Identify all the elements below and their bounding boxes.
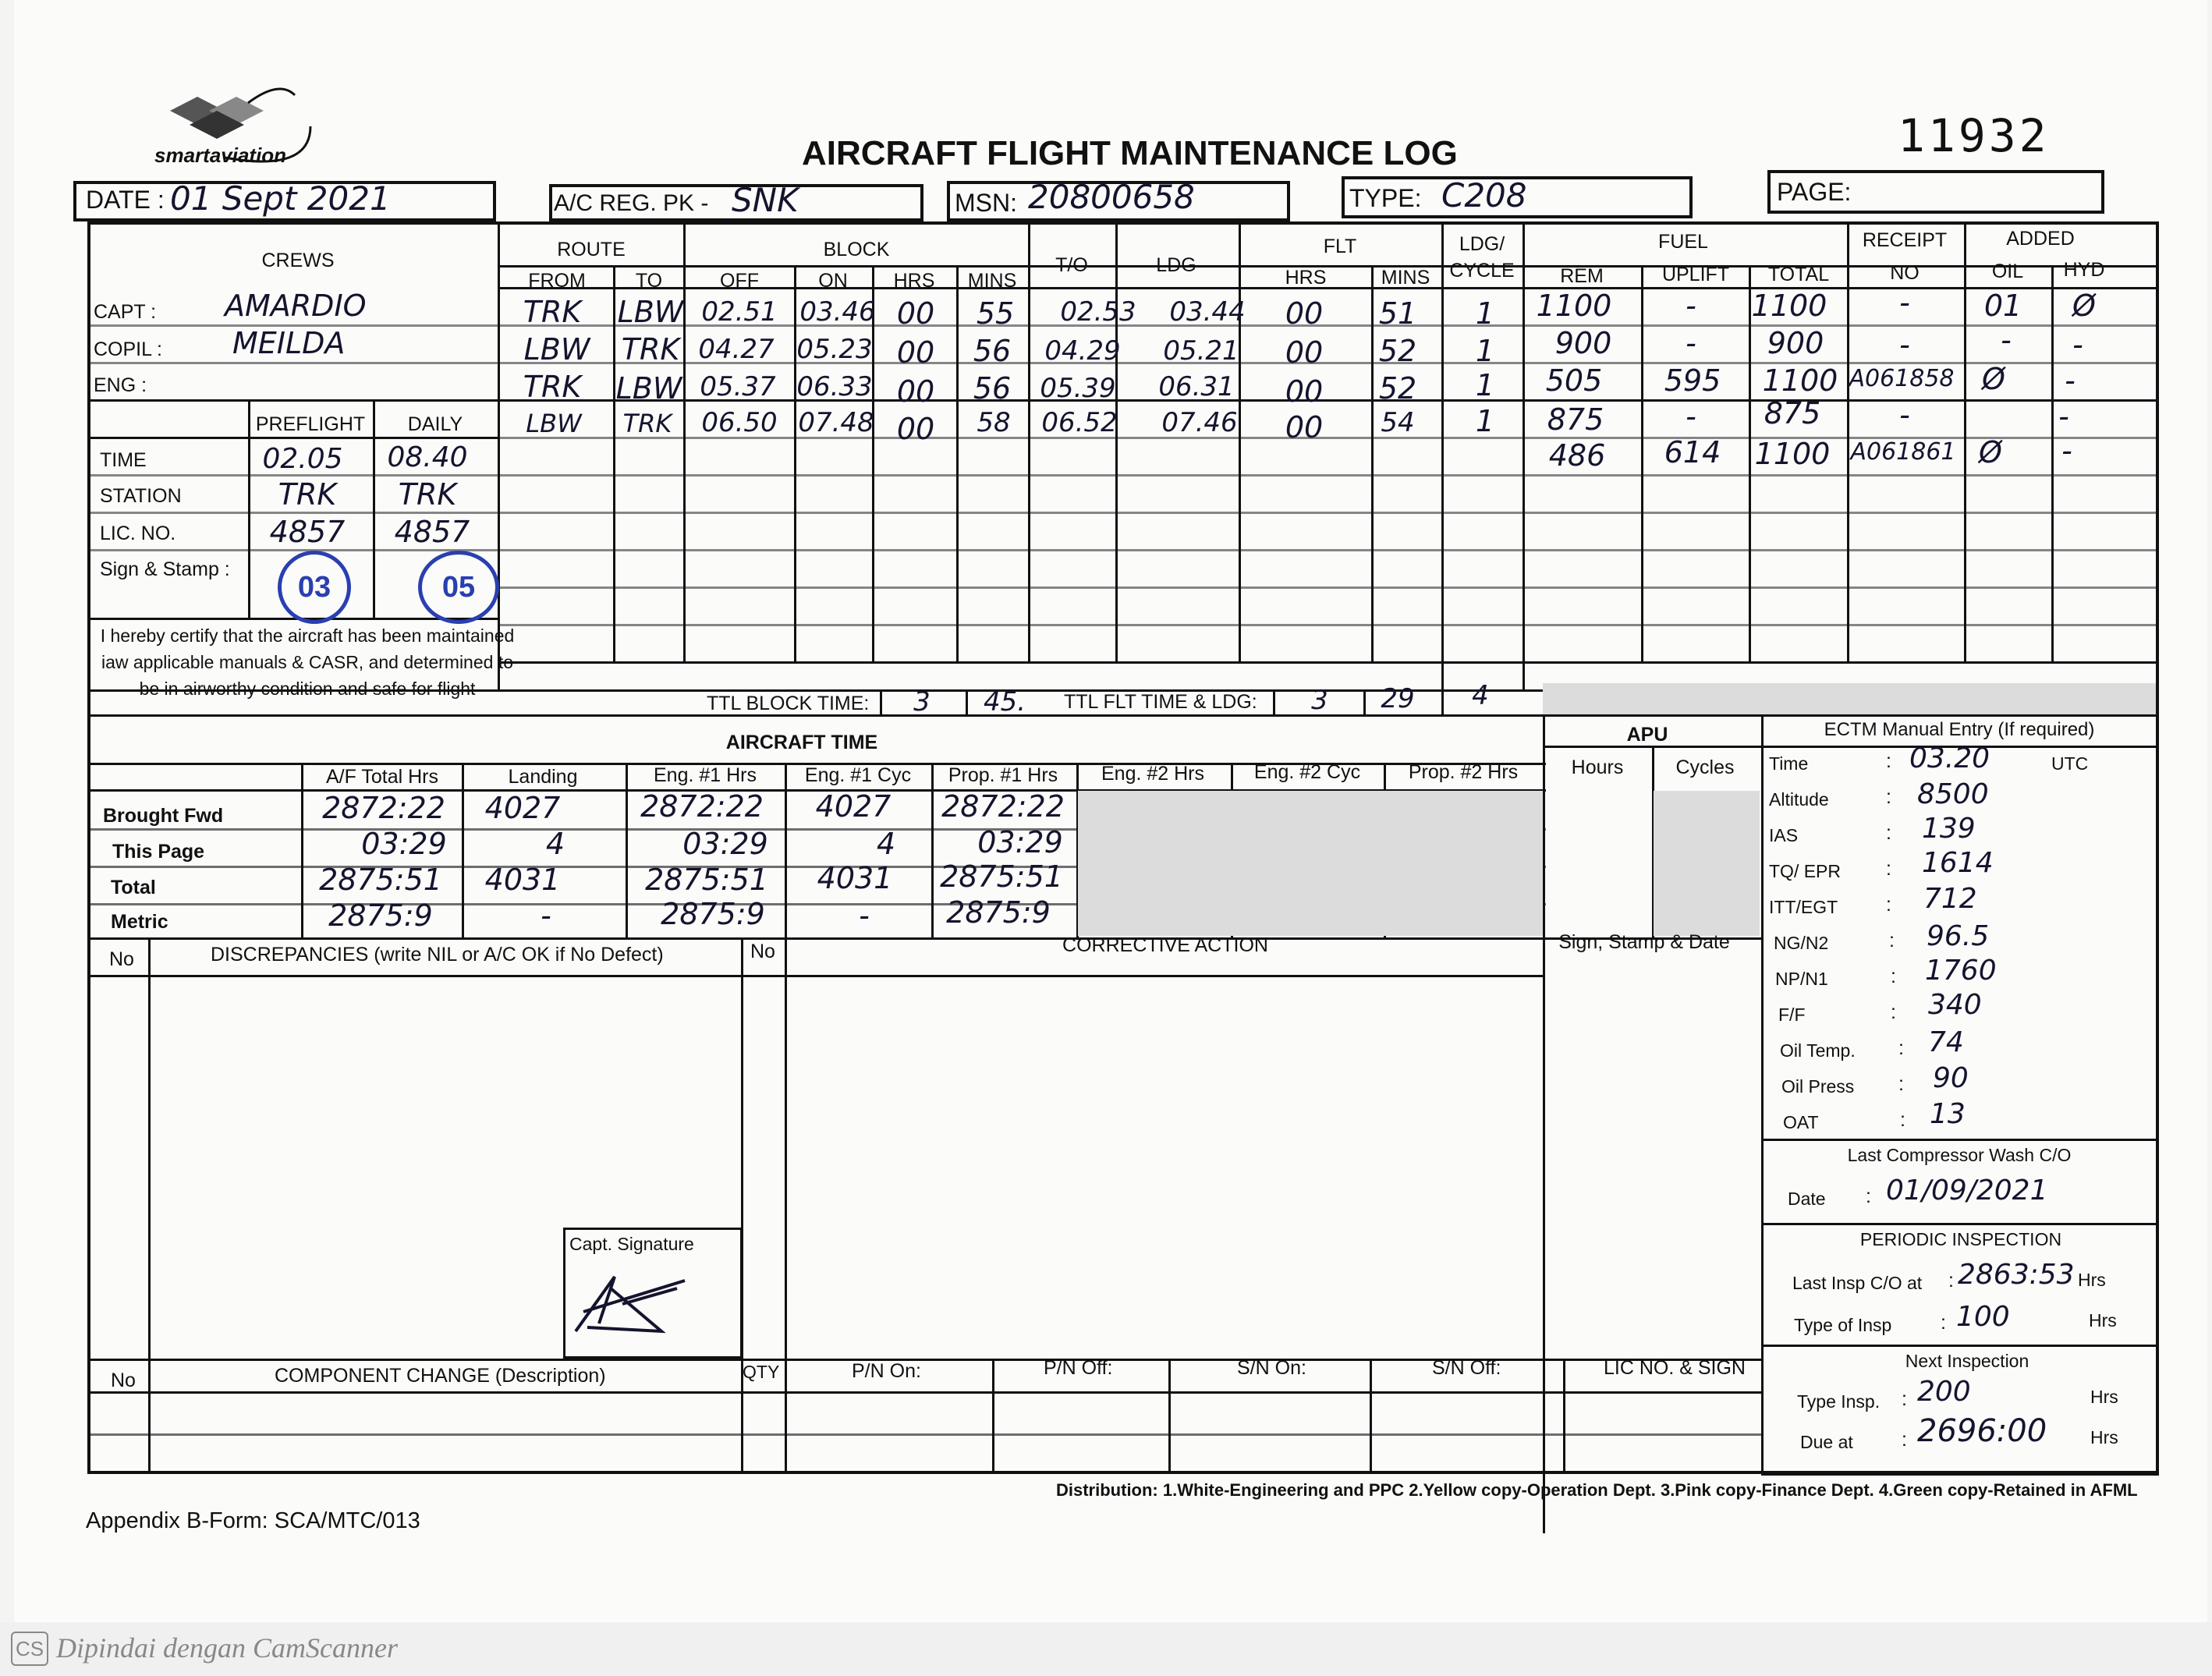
row2-to-time: 04.29	[1044, 335, 1121, 367]
signature-mark	[568, 1257, 693, 1343]
col-eng2-hrs: Eng. #2 Hrs	[1101, 763, 1205, 785]
to-col-header: TO	[635, 270, 663, 292]
fuel2-uplift: -	[1686, 326, 1696, 360]
row2-cycle: 1	[1475, 334, 1495, 368]
off-header: OFF	[720, 270, 759, 292]
rem-header: REM	[1560, 265, 1604, 287]
next-type-unit: Hrs	[2090, 1387, 2118, 1407]
lic-label: LIC. NO.	[100, 523, 176, 544]
wash-date: 01/09/2021	[1886, 1175, 2048, 1207]
ectm-label: ITT/EGT	[1769, 897, 1838, 917]
preflight-stamp	[278, 551, 351, 624]
eng1-hrs-cell: 2875:51	[645, 863, 768, 897]
sn-off-header: S/N Off:	[1432, 1357, 1501, 1379]
fuel5-hyd: -	[2061, 434, 2072, 468]
due-unit: Hrs	[2090, 1427, 2118, 1447]
col-eng1-hrs: Eng. #1 Hrs	[653, 764, 757, 786]
reg-value: SNK	[732, 181, 799, 219]
type-insp-unit: Hrs	[2089, 1310, 2117, 1331]
row2-mins: 56	[973, 334, 1012, 368]
ectm-value: 96.5	[1927, 920, 1990, 952]
ectm-value: 1760	[1925, 955, 1997, 987]
colon: :	[1898, 1037, 1904, 1059]
row2-hrs: 00	[896, 335, 935, 370]
prop1-hrs-cell: 2872:22	[941, 789, 1065, 824]
ectm-label: Oil Press	[1781, 1076, 1855, 1097]
preflight-stamp-number: 03	[297, 571, 331, 604]
ectm-value: 13	[1930, 1098, 1966, 1130]
ectm-unit: UTC	[2051, 753, 2089, 774]
eng1-cyc-cell: -	[859, 898, 870, 933]
ectm-value: 8500	[1917, 778, 1989, 810]
station-label: STATION	[100, 485, 182, 507]
row4-ldg: 07.46	[1161, 407, 1238, 438]
msn-value: 20800658	[1028, 178, 1195, 216]
flt-header: FLT	[1323, 236, 1357, 257]
row1-from: TRK	[523, 295, 582, 329]
row1-ldg: 03.44	[1169, 296, 1246, 328]
row3-off: 05.37	[700, 371, 776, 402]
row3-on: 06.33	[796, 371, 873, 402]
fuel5-total: 1100	[1754, 437, 1831, 471]
pn-off-header: P/N Off:	[1044, 1357, 1113, 1379]
row1-hrs: 00	[896, 296, 935, 331]
fuel1-uplift: -	[1686, 289, 1696, 323]
row2-from: LBW	[523, 332, 590, 367]
form-title: AIRCRAFT FLIGHT MAINTENANCE LOG	[802, 134, 1458, 172]
apu-title: APU	[1626, 724, 1668, 746]
row3-to-time: 05.39	[1040, 373, 1116, 404]
colon: :	[1948, 1270, 1954, 1292]
col-prop2-hrs: Prop. #2 Hrs	[1408, 761, 1519, 783]
landing-cell: 4031	[484, 863, 561, 897]
oil-header: OIL	[1991, 260, 2024, 282]
receipt-no-header: NO	[1890, 262, 1920, 284]
eng1-cyc-cell: 4	[876, 827, 896, 861]
fuel2-total: 900	[1767, 326, 1824, 360]
apu-cycles: Cycles	[1675, 757, 1735, 778]
capt-signature-label: Capt. Signature	[569, 1234, 694, 1254]
pn-on-header: P/N On:	[852, 1360, 921, 1382]
lic-sign-header: LIC NO. & SIGN	[1604, 1357, 1746, 1379]
ectm-value: 03.20	[1909, 742, 1990, 774]
row2-off: 04.27	[698, 334, 775, 365]
ttl-flt-label: TTL FLT TIME & LDG:	[1064, 691, 1257, 713]
row2-ldg: 05.21	[1163, 335, 1239, 367]
fuel5-oil: Ø	[1979, 435, 2002, 469]
row2-to: TRK	[621, 332, 680, 367]
row4-from: LBW	[526, 409, 582, 438]
due-label: Due at	[1800, 1432, 1853, 1452]
fuel4-total: 875	[1764, 396, 1821, 431]
ttl-flt-mins: 29	[1381, 683, 1415, 714]
comp-title: COMPONENT CHANGE (Description)	[275, 1365, 606, 1387]
fuel3-hyd: -	[2065, 363, 2076, 398]
ectm-label: F/F	[1778, 1005, 1806, 1025]
row3-hrs: 00	[896, 374, 935, 409]
copil-value: MEILDA	[232, 326, 346, 360]
date-label: DATE :	[86, 186, 165, 214]
distribution-text: Distribution: 1.White-Engineering and PPC 2.Yellow copy-Operation Dept. 3.Pink copy-Finance Dept. 4.Green copy-Retained in AFML	[1056, 1480, 2138, 1500]
ttl-block-mins: 45.	[983, 686, 1026, 718]
form-number: Appendix B-Form: SCA/MTC/013	[86, 1508, 420, 1533]
uplift-header: UPLIFT	[1661, 264, 1730, 285]
apu-cycles-shade	[1654, 791, 1760, 936]
route-header: ROUTE	[557, 239, 626, 260]
eng1-hrs-cell: 2872:22	[640, 789, 764, 824]
colon: :	[1891, 966, 1896, 987]
ttl-block-label: TTL BLOCK TIME:	[707, 693, 870, 714]
daily-station: TRK	[398, 477, 457, 512]
block-header: BLOCK	[823, 239, 890, 260]
time-label: TIME	[100, 449, 147, 471]
row4-to-time: 06.52	[1041, 407, 1118, 438]
colon: :	[1886, 750, 1891, 772]
row1-to: LBW	[617, 295, 684, 329]
colon: :	[1886, 786, 1891, 808]
col-af-total: A/F Total Hrs	[325, 766, 439, 788]
row3-flt-mins: 52	[1378, 371, 1417, 406]
col-eng1-cyc: Eng. #1 Cyc	[804, 764, 912, 786]
row4-hrs: 00	[896, 412, 935, 446]
ectm-label: NP/N1	[1775, 969, 1828, 989]
daily-label: DAILY	[407, 413, 463, 435]
hyd-header: HYD	[2063, 259, 2105, 281]
eng2-shade	[1078, 791, 1543, 936]
total-header: TOTAL	[1767, 264, 1830, 285]
colon: :	[1941, 1312, 1946, 1334]
sn-on-header: S/N On:	[1237, 1357, 1306, 1379]
row4-flt-hrs: 00	[1285, 410, 1324, 445]
fuel1-receipt: -	[1899, 285, 1910, 320]
daily-stamp-number: 05	[441, 571, 476, 604]
fuel1-total: 1100	[1751, 289, 1827, 323]
colon: :	[1886, 858, 1891, 880]
row4-mins: 58	[977, 407, 1011, 438]
row4-flt-mins: 54	[1381, 407, 1415, 438]
eng1-cyc-cell: 4027	[815, 789, 892, 824]
last-insp-label: Last Insp C/O at	[1792, 1273, 1923, 1293]
to-header: T/O	[1055, 254, 1088, 276]
on-header: ON	[818, 270, 848, 292]
sign-stamp-label: Sign & Stamp :	[100, 558, 230, 580]
disc-no2-header: No	[750, 941, 775, 962]
reg-label: A/C REG. PK -	[554, 190, 709, 216]
from-header: FROM	[528, 270, 586, 292]
wash-title: Last Compressor Wash C/O	[1847, 1145, 2072, 1165]
daily-lic: 4857	[394, 515, 470, 549]
hrs-header: HRS	[893, 270, 935, 292]
msn-label: MSN:	[955, 189, 1017, 217]
row-label: Metric	[111, 911, 168, 933]
prop1-hrs-cell: 03:29	[977, 825, 1063, 859]
colon: :	[1898, 1073, 1904, 1095]
corrective-header: CORRECTIVE ACTION	[1062, 934, 1268, 956]
fuel5-rem: 486	[1548, 438, 1606, 473]
eng1-cyc-cell: 4031	[817, 861, 893, 895]
last-insp-value: 2863:53	[1958, 1259, 2075, 1291]
fuel2-rem: 900	[1554, 326, 1612, 360]
ectm-value: 1614	[1922, 847, 1994, 879]
ldg-cycle-header: LDG/ CYCLE	[1449, 233, 1515, 282]
row4-off: 06.50	[701, 407, 778, 438]
mins-header: MINS	[967, 270, 1017, 292]
row3-mins: 56	[973, 371, 1012, 406]
preflight-station: TRK	[278, 477, 337, 512]
preflight-lic: 4857	[269, 515, 346, 549]
row1-mins: 55	[976, 296, 1015, 331]
row3-from: TRK	[523, 370, 582, 404]
colon: :	[1886, 822, 1891, 844]
fuel2-receipt: -	[1899, 328, 1910, 362]
ectm-label: TQ/ EPR	[1769, 861, 1842, 881]
comp-no-header: No	[111, 1370, 136, 1391]
row3-ldg: 06.31	[1158, 371, 1235, 402]
col-prop1-hrs: Prop. #1 Hrs	[948, 764, 1058, 786]
type-value: C208	[1441, 176, 1527, 214]
ectm-value: 74	[1928, 1026, 1964, 1058]
flt-hrs-header: HRS	[1285, 267, 1327, 289]
colon: :	[1886, 894, 1891, 916]
row-label: This Page	[112, 841, 205, 863]
type-insp-value: 100	[1956, 1301, 2010, 1333]
disc-title: DISCREPANCIES (write NIL or A/C OK if No Defect)	[211, 944, 664, 966]
eng1-hrs-cell: 03:29	[682, 827, 768, 861]
colon: :	[1902, 1429, 1907, 1451]
next-type-label: Type Insp.	[1797, 1391, 1881, 1412]
colon: :	[1891, 1001, 1896, 1023]
qty-header: QTY	[743, 1362, 780, 1382]
row2-on: 05.23	[796, 334, 873, 365]
af-total-cell: 2872:22	[322, 791, 445, 825]
row-label: Total	[111, 877, 156, 898]
next-type-value: 200	[1917, 1376, 1971, 1408]
preflight-time: 02.05	[262, 443, 343, 475]
af-total-cell: 2875:9	[328, 898, 433, 933]
af-total-cell: 03:29	[361, 827, 447, 861]
ldg-header: LDG	[1156, 254, 1196, 276]
added-header: ADDED	[2006, 228, 2075, 250]
row4-to: TRK	[622, 409, 672, 438]
fuel2-oil: -	[2001, 323, 2012, 357]
copil-label: COPIL :	[94, 338, 162, 360]
form-sheet	[14, 0, 2207, 1622]
ectm-value: 712	[1923, 883, 1977, 915]
disc-no-header: No	[109, 948, 134, 970]
receipt-header: RECEIPT	[1862, 229, 1948, 251]
ectm-label: Oil Temp.	[1780, 1040, 1856, 1061]
row2-flt-mins: 52	[1378, 334, 1417, 368]
due-value: 2696:00	[1917, 1413, 2047, 1449]
periodic-title: PERIODIC INSPECTION	[1859, 1229, 2062, 1249]
colon: :	[1902, 1388, 1907, 1410]
colon: :	[1889, 930, 1895, 951]
sign-stamp-date-header: Sign, Stamp & Date	[1558, 931, 1730, 953]
ectm-label: NG/N2	[1774, 933, 1829, 953]
date-value: 01 Sept 2021	[170, 179, 391, 218]
wash-date-label: Date	[1788, 1189, 1826, 1209]
colon: :	[1866, 1185, 1871, 1207]
camscanner-logo-icon: CS	[11, 1632, 48, 1666]
row-label: Brought Fwd	[103, 805, 224, 827]
apu-hours: Hours	[1571, 757, 1624, 778]
fuel1-rem: 1100	[1536, 289, 1612, 323]
col-eng2-cyc: Eng. #2 Cyc	[1253, 761, 1361, 783]
certify-text: I hereby certify that the aircraft has been maintained iaw applicable manuals & CASR, and determined to be in airworthy condition and safe for flight	[100, 625, 515, 699]
ectm-label: Altitude	[1769, 789, 1829, 810]
row1-to-time: 02.53	[1060, 296, 1136, 328]
fuel1-hyd: Ø	[2072, 289, 2096, 323]
ectm-value: 139	[1922, 813, 1976, 845]
ttl-ldg: 4	[1472, 680, 1489, 711]
aircraft-time-title: AIRCRAFT TIME	[725, 732, 878, 753]
fuel4-hyd: -	[2058, 399, 2069, 434]
last-insp-unit: Hrs	[2078, 1270, 2106, 1290]
ttl-flt-hrs: 3	[1311, 685, 1328, 716]
type-insp-label: Type of Insp	[1794, 1315, 1892, 1335]
next-insp-title: Next Inspection	[1905, 1351, 2029, 1371]
fuel5-receipt: A061861	[1850, 438, 1956, 466]
serial-number: 11932	[1898, 109, 2050, 162]
colon: :	[1900, 1109, 1905, 1131]
capt-value: AMARDIO	[225, 289, 367, 323]
daily-time: 08.40	[387, 441, 468, 473]
fuel-header: FUEL	[1658, 231, 1708, 253]
landing-cell: 4	[545, 827, 565, 861]
shaded-band	[1543, 683, 2156, 714]
fuel3-rem: 505	[1545, 363, 1603, 398]
col-landing: Landing	[508, 766, 578, 788]
prop1-hrs-cell: 2875:51	[940, 859, 1063, 894]
fuel3-total: 1100	[1762, 363, 1838, 398]
ectm-title: ECTM Manual Entry (If required)	[1824, 719, 2095, 740]
flt-mins-header: MINS	[1381, 267, 1430, 289]
capt-label: CAPT :	[94, 301, 157, 323]
fuel3-receipt: A061858	[1849, 365, 1955, 392]
row3-flt-hrs: 00	[1285, 374, 1324, 409]
type-label: TYPE:	[1349, 184, 1422, 212]
row3-to: LBW	[615, 371, 682, 406]
row1-on: 03.46	[799, 296, 876, 328]
landing-cell: 4027	[484, 791, 561, 825]
ectm-label: OAT	[1783, 1112, 1819, 1132]
crews-header: CREWS	[261, 250, 335, 271]
fuel1-oil: 01	[1983, 289, 2022, 323]
fuel3-uplift: 595	[1664, 363, 1721, 398]
row2-flt-hrs: 00	[1285, 335, 1324, 370]
row1-cycle: 1	[1475, 296, 1495, 331]
preflight-label: PREFLIGHT	[255, 413, 366, 435]
row1-flt-hrs: 00	[1285, 296, 1324, 331]
fuel3-oil: Ø	[1982, 362, 2005, 396]
fuel4-uplift: -	[1686, 399, 1696, 434]
row4-cycle: 1	[1475, 404, 1495, 438]
row1-flt-mins: 51	[1378, 296, 1417, 331]
fuel2-hyd: -	[2072, 328, 2083, 362]
af-total-cell: 2875:51	[319, 863, 442, 897]
fuel5-uplift: 614	[1664, 435, 1721, 469]
row1-off: 02.51	[701, 296, 778, 328]
landing-cell: -	[541, 898, 551, 933]
scanner-watermark: Dipindai dengan CamScanner	[56, 1632, 398, 1664]
page-label: PAGE:	[1777, 178, 1852, 206]
brand-text: smartaviation	[154, 144, 287, 167]
smartaviation-logo	[154, 87, 326, 177]
ectm-value: 90	[1933, 1062, 1969, 1094]
fuel4-rem: 875	[1547, 402, 1604, 437]
ectm-label: IAS	[1769, 825, 1799, 845]
ttl-block-hrs: 3	[913, 686, 931, 718]
prop1-hrs-cell: 2875:9	[946, 895, 1051, 930]
ectm-value: 340	[1928, 989, 1982, 1021]
ectm-label: Time	[1769, 753, 1809, 774]
row4-on: 07.48	[798, 407, 874, 438]
row3-cycle: 1	[1475, 368, 1495, 402]
eng1-hrs-cell: 2875:9	[661, 897, 765, 931]
fuel4-receipt: -	[1899, 398, 1910, 432]
eng-label: ENG :	[94, 374, 147, 396]
daily-stamp	[418, 551, 499, 624]
